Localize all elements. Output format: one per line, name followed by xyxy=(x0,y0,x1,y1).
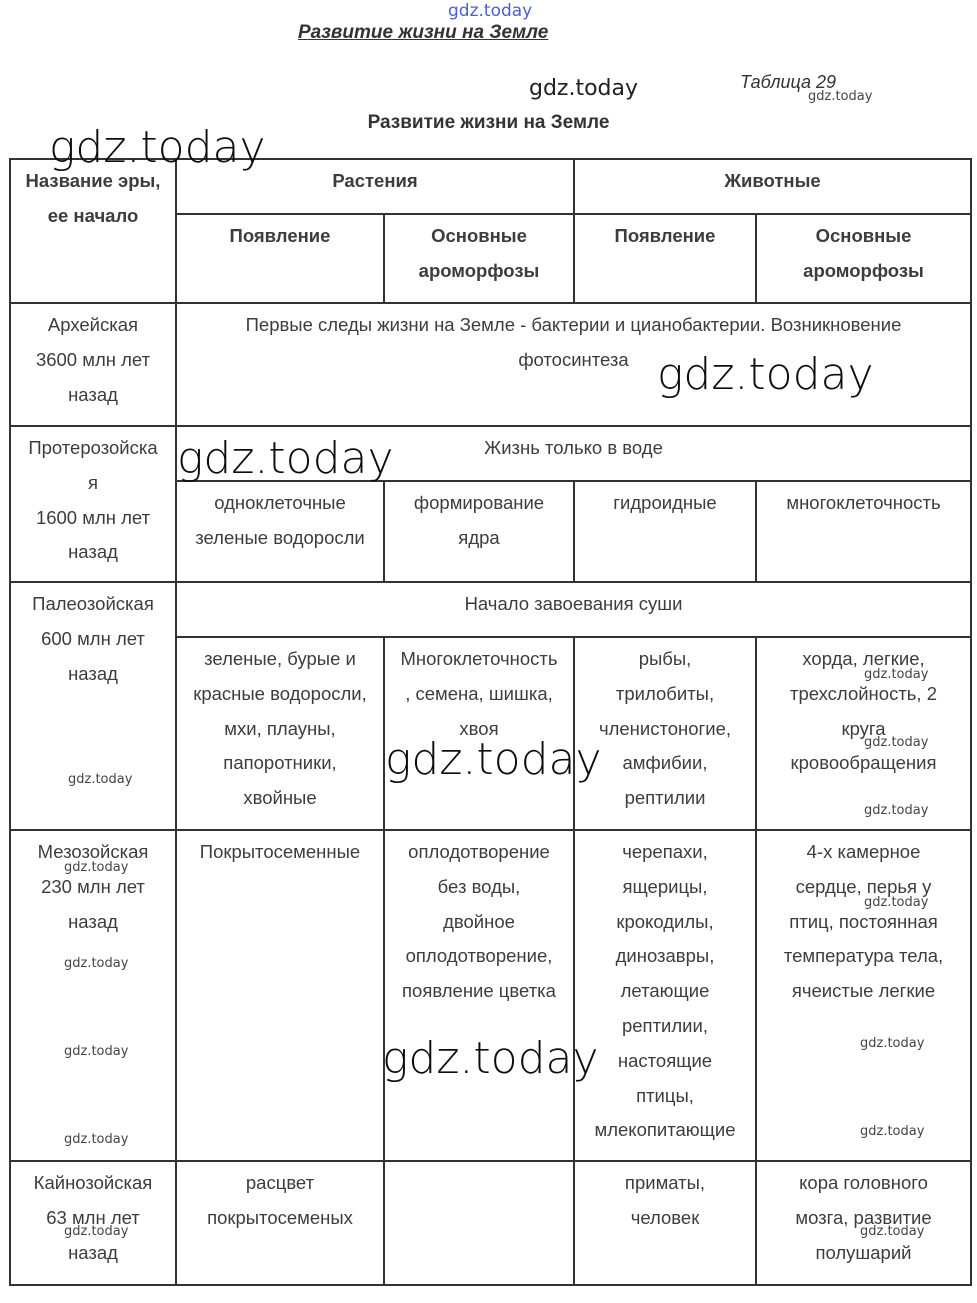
cenozoic-animals-appearance: приматы, человек xyxy=(574,1161,756,1285)
watermark: gdz.today xyxy=(64,860,129,875)
watermark: gdz.today xyxy=(529,76,639,101)
header-plants-appearance: Появление xyxy=(176,214,384,303)
life-development-table xyxy=(9,158,972,1286)
mesozoic-animals-aromorphoses: 4-х камерное сердце, перья у птиц, постоянная температура тела, ячеистые легкие xyxy=(756,830,971,1161)
header-plants: Растения xyxy=(176,159,574,214)
header-era: Название эры, ее начало xyxy=(10,159,176,303)
watermark: gdz.today xyxy=(860,1036,925,1051)
mesozoic-plants-appearance: Покрытосеменные xyxy=(176,830,384,1161)
watermark: gdz.today xyxy=(864,803,929,818)
watermark: gdz.today xyxy=(68,772,133,787)
table-title: Развитие жизни на Земле xyxy=(367,112,610,133)
watermark: gdz.today xyxy=(860,1224,925,1239)
paleozoic-plants-aromorphoses: Многоклеточность , семена, шишка, хвоя xyxy=(384,637,574,830)
header-animals: Животные xyxy=(574,159,971,214)
watermark: gdz.today xyxy=(385,734,602,785)
watermark: gdz.today xyxy=(177,433,394,484)
era-mesozoic: Мезозойская 230 млн лет назад xyxy=(10,830,176,1161)
header-animals-aromorphoses: Основные ароморфозы xyxy=(756,214,971,303)
page-title: Развитие жизни на Земле xyxy=(298,22,549,43)
era-proterozoic: Протерозойска я 1600 млн лет назад xyxy=(10,426,176,582)
proterozoic-animals-aromorphoses: многоклеточность xyxy=(756,481,971,582)
cenozoic-plants-aromorphoses xyxy=(384,1161,574,1285)
watermark: gdz.today xyxy=(64,1224,129,1239)
watermark: gdz.today xyxy=(64,1044,129,1059)
header-animals-appearance: Появление xyxy=(574,214,756,303)
cenozoic-plants-appearance: расцвет покрытосеменых xyxy=(176,1161,384,1285)
watermark: gdz.today xyxy=(864,735,929,750)
proterozoic-note: Жизнь только в воде xyxy=(176,426,971,481)
paleozoic-plants-appearance: зеленые, бурые и красные водоросли, мхи, плауны, папоротники, хвойные xyxy=(176,637,384,830)
mesozoic-animals-appearance: черепахи, ящерицы, крокодилы, динозавры, летающие рептилии, настоящие птицы, млекопитающие xyxy=(574,830,756,1161)
watermark-top: gdz.today xyxy=(448,1,533,21)
cenozoic-animals-aromorphoses: кора головного мозга, развитие полушарий xyxy=(756,1161,971,1285)
era-paleozoic: Палеозойская 600 млн лет назад xyxy=(10,582,176,830)
paleozoic-animals-appearance: рыбы, трилобиты, членистоногие, амфибии, рептилии xyxy=(574,637,756,830)
watermark: gdz.today xyxy=(657,349,874,400)
archean-note: Первые следы жизни на Земле - бактерии и цианобактерии. Возникновение фотосинтеза xyxy=(176,303,971,426)
watermark: gdz.today xyxy=(382,1033,599,1084)
proterozoic-plants-aromorphoses: формирование ядра xyxy=(384,481,574,582)
era-archean: Архейская 3600 млн лет назад xyxy=(10,303,176,426)
paleozoic-animals-aromorphoses: хорда, легкие, трехслойность, 2 круга кровообращения xyxy=(756,637,971,830)
proterozoic-plants-appearance: одноклеточные зеленые водоросли xyxy=(176,481,384,582)
mesozoic-plants-aromorphoses: оплодотворение без воды, двойное оплодотворение, появление цветка xyxy=(384,830,574,1161)
watermark: gdz.today xyxy=(49,122,266,173)
watermark: gdz.today xyxy=(808,89,873,104)
paleozoic-note: Начало завоевания суши xyxy=(176,582,971,637)
header-plants-aromorphoses: Основные ароморфозы xyxy=(384,214,574,303)
watermark: gdz.today xyxy=(864,667,929,682)
watermark: gdz.today xyxy=(64,956,129,971)
watermark: gdz.today xyxy=(864,895,929,910)
watermark: gdz.today xyxy=(64,1132,129,1147)
watermark: gdz.today xyxy=(860,1124,925,1139)
era-cenozoic: Кайнозойская 63 млн лет назад xyxy=(10,1161,176,1285)
table-number: Таблица 29 xyxy=(740,72,837,92)
proterozoic-animals-appearance: гидроидные xyxy=(574,481,756,582)
